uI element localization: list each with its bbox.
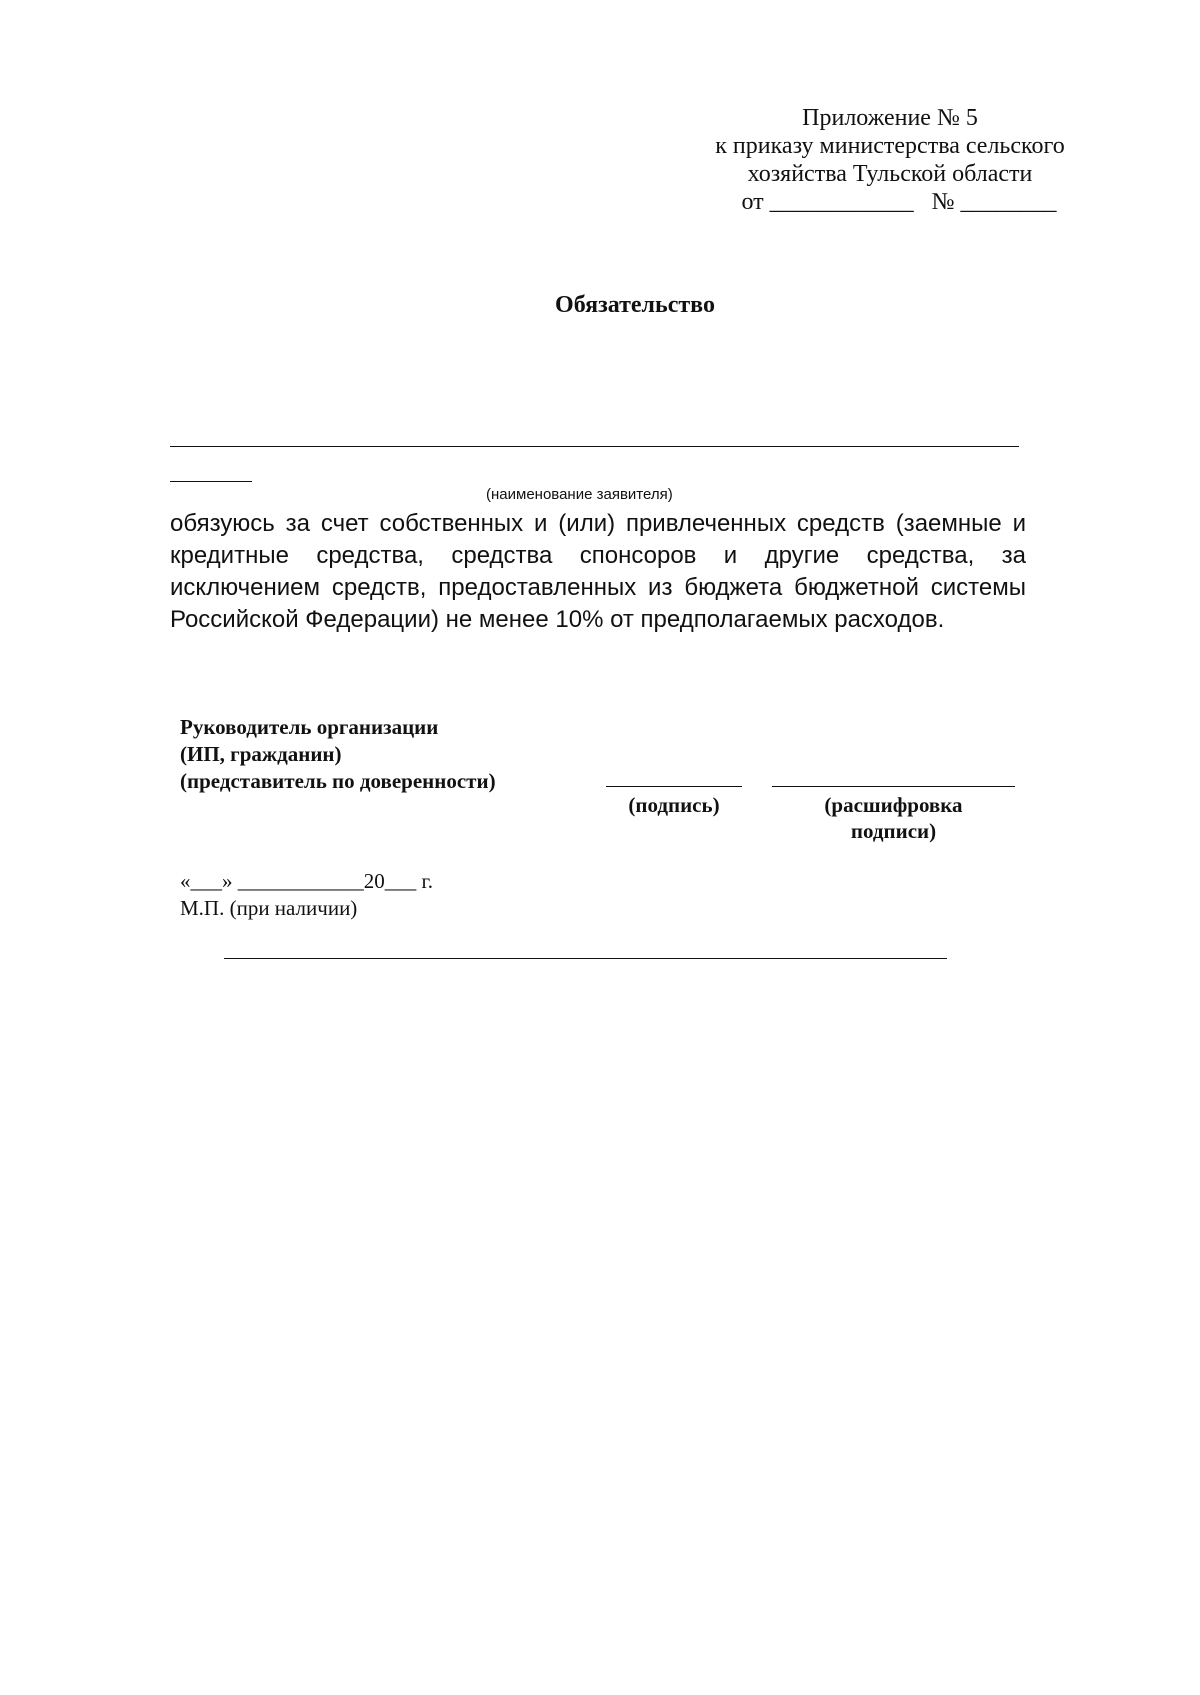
signatory-role-line3: (представитель по доверенности): [180, 769, 496, 793]
signatory-role-line2: (ИП, гражданин): [180, 742, 342, 766]
signatory-role: [180, 714, 496, 795]
appendix-order-ref: к приказу министерства сельского: [715, 133, 1065, 159]
signature-decode-caption-line1: (расшифровка: [824, 793, 963, 817]
obligation-text: обязуюсь за счет собственных и (или) привлеченных средств (заемные и кредитные средства, средства спонсоров и другие средства, за исключением средств, предоставленных из бюджета бюджетной системы Российской Федерации) не менее 10% от предполагаемых расходов.: [170, 510, 1026, 633]
signatory-role-line1: Руководитель организации: [180, 715, 439, 739]
signature-caption: (подпись): [628, 793, 720, 817]
signature-line: [606, 786, 742, 787]
signature-decode-caption-line2: подписи): [850, 819, 937, 843]
applicant-name-line-continuation: [170, 481, 252, 482]
date-field: «___» ____________20___ г.: [180, 869, 433, 893]
appendix-ministry: хозяйства Тульской области: [747, 161, 1033, 187]
appendix-date-number: от ____________ № ________: [741, 189, 1057, 215]
appendix-header: [690, 104, 1090, 216]
stamp-note: М.П. (при наличии): [180, 896, 358, 920]
closing-rule: [224, 958, 947, 959]
applicant-name-line: [170, 446, 1019, 447]
appendix-number: Приложение № 5: [802, 105, 978, 131]
applicant-caption: (наименование заявителя): [486, 486, 673, 503]
signature-decode-caption: [772, 792, 1015, 844]
document-title: Обязательство: [555, 292, 715, 318]
signature-decode-line: [772, 786, 1015, 787]
